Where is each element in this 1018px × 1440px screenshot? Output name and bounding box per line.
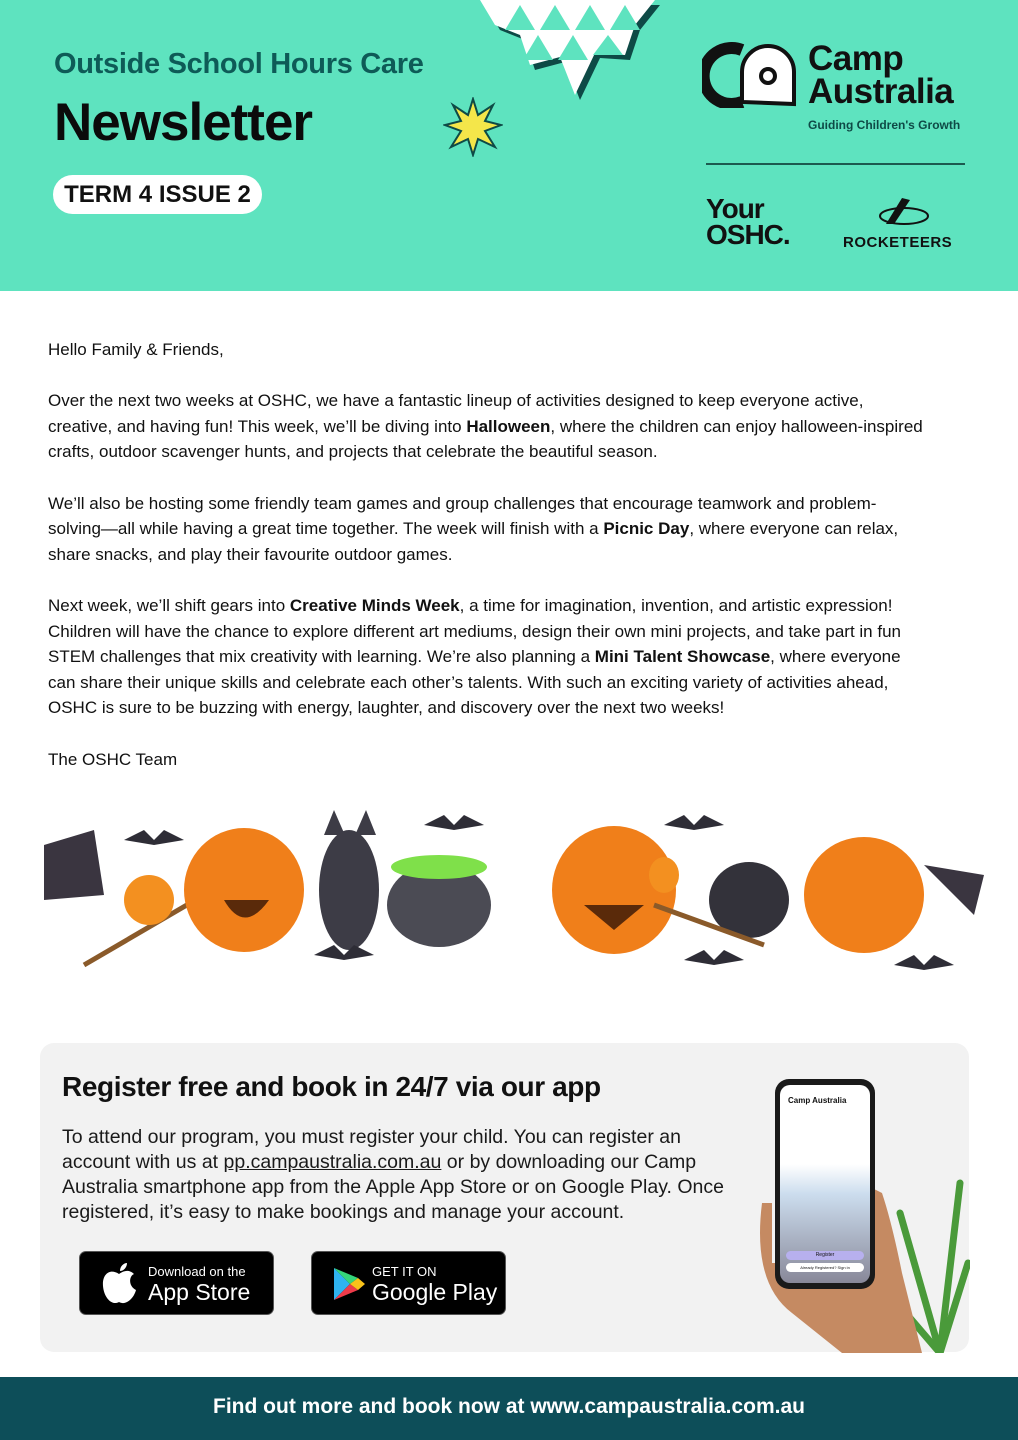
paragraph: We’ll also be hosting some friendly team games and group challenges that encourage teamwork and problem-solving—all while having a great time together. The week will finish with a Picnic Day, where everyone can relax, share snacks, and play their favourite outdoor games. <box>48 493 899 564</box>
issue-badge: TERM 4 ISSUE 2 <box>53 175 262 214</box>
apple-icon <box>100 1262 138 1306</box>
brand-name: Camp Australia <box>808 39 954 111</box>
paragraph: Next week, we’ll shift gears into Creative Minds Week, a time for imagination, invention, and artistic expression! Children will have the chance to explore different art mediums, design their own mini projects, and take part in fun STEM challenges that mix creativity with learning. We’re also planning a Mini Talent Showcase, where everyone can share their unique skills and celebrate each other’s talents. With such an exciting variety of activities ahead, OSHC is sure to be buzzing with energy, laughter, and discovery over the next two weeks! <box>48 595 901 718</box>
register-link[interactable]: pp.campaustralia.com.au <box>223 1151 442 1173</box>
greeting: Hello Family & Friends, <box>48 340 224 359</box>
newsletter-subtitle: Outside School Hours Care <box>54 48 424 80</box>
app-promo-heading: Register free and book in 24/7 via our app <box>62 1071 601 1102</box>
app-promo-text: To attend our program, you must register your child. You can register an account with us at pp.campaustralia.com.au or by downloading our Camp Australia smartphone app from the Apple App Store or on Google Play. Once registered, it’s easy to make bookings and manage your account. <box>62 1126 724 1223</box>
halloween-banner-image <box>44 805 984 995</box>
footer-banner <box>0 1377 1018 1440</box>
letter-body <box>48 337 928 798</box>
rocketeers-logo: ROCKETEERS <box>843 234 953 251</box>
phone-register-button: Register <box>786 1251 864 1260</box>
camp-australia-logo-icon <box>702 42 802 108</box>
your-oshc-logo: Your OSHC. <box>706 193 790 250</box>
divider <box>706 163 965 165</box>
paragraph: Over the next two weeks at OSHC, we have a fantastic lineup of activities designed to keep everyone active, creative, and having fun! This week, we’ll be diving into Halloween, where the children can enjoy halloween-inspired crafts, outdoor scavenger hunts, and projects that celebrate the beautiful season. <box>48 391 923 462</box>
google-play-button[interactable]: GET IT ON Google Play <box>311 1251 506 1315</box>
app-promo-card <box>40 1043 969 1352</box>
phone-signin-button: Already Registered? Sign in <box>786 1263 864 1272</box>
footer-text[interactable]: Find out more and book now at www.campaustralia.com.au <box>213 1395 805 1418</box>
signoff: The OSHC Team <box>48 749 178 769</box>
sun-burst-icon <box>443 97 503 157</box>
rocket-icon <box>876 194 932 228</box>
brand-tagline: Guiding Children's Growth <box>808 118 961 132</box>
phone-brand: Camp Australia <box>788 1096 847 1105</box>
google-play-icon <box>332 1266 366 1302</box>
phone-mockup <box>775 1079 875 1289</box>
starburst-badge-icon <box>480 0 665 105</box>
page-title: Newsletter <box>54 93 313 152</box>
app-store-button[interactable]: Download on the App Store <box>79 1251 274 1315</box>
header-banner <box>0 0 1018 291</box>
